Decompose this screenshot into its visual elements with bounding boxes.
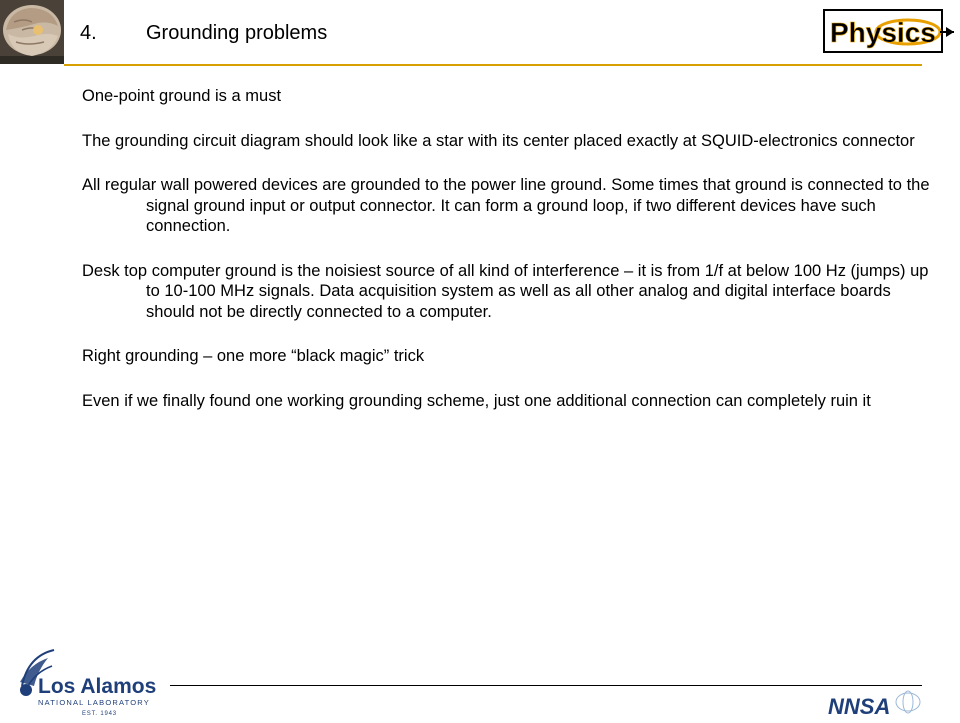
slide-number: 4. bbox=[80, 22, 97, 44]
los-alamos-subtitle: NATIONAL LABORATORY bbox=[38, 698, 150, 707]
paragraph-one-point-ground: One-point ground is a must bbox=[82, 87, 282, 105]
los-alamos-name: Los Alamos bbox=[38, 675, 157, 698]
paragraph-wall-powered-devices: All regular wall powered devices are grounded to the power line ground. Some times that ground is connected to the signal ground input or output connector. It can form a ground loop, if two different devices have such connection. bbox=[82, 176, 930, 235]
physics-logo-text: Physics bbox=[830, 17, 936, 48]
slide-title bbox=[80, 20, 327, 46]
los-alamos-est: EST. 1943 bbox=[82, 711, 117, 717]
paragraph-computer-ground: Desk top computer ground is the noisiest source of all kind of interference – it is from 1/f at below 100 Hz (jumps) up to 10-100 MHz signals. Data acquisition system as well as all other analog and digital interface boards should not be directly connected to a computer. bbox=[82, 261, 929, 321]
nnsa-logo bbox=[826, 690, 926, 718]
nnsa-logo-text: NNSA bbox=[828, 694, 891, 718]
paragraph-star-diagram: The grounding circuit diagram should look like a star with its center placed exactly at SQUID-electronics connector bbox=[82, 131, 915, 150]
footer-divider bbox=[170, 685, 922, 686]
slide-title-text: Grounding problems bbox=[146, 22, 328, 44]
los-alamos-logo bbox=[8, 646, 168, 718]
paragraph-additional-connection: Even if we finally found one working grounding scheme, just one additional connection can completely ruin it bbox=[82, 391, 871, 410]
title-divider bbox=[64, 64, 922, 66]
physics-logo bbox=[822, 6, 956, 56]
paragraph-black-magic: Right grounding – one more “black magic” trick bbox=[82, 347, 425, 365]
brain-scan-image bbox=[0, 0, 64, 64]
slide-body bbox=[82, 86, 932, 435]
